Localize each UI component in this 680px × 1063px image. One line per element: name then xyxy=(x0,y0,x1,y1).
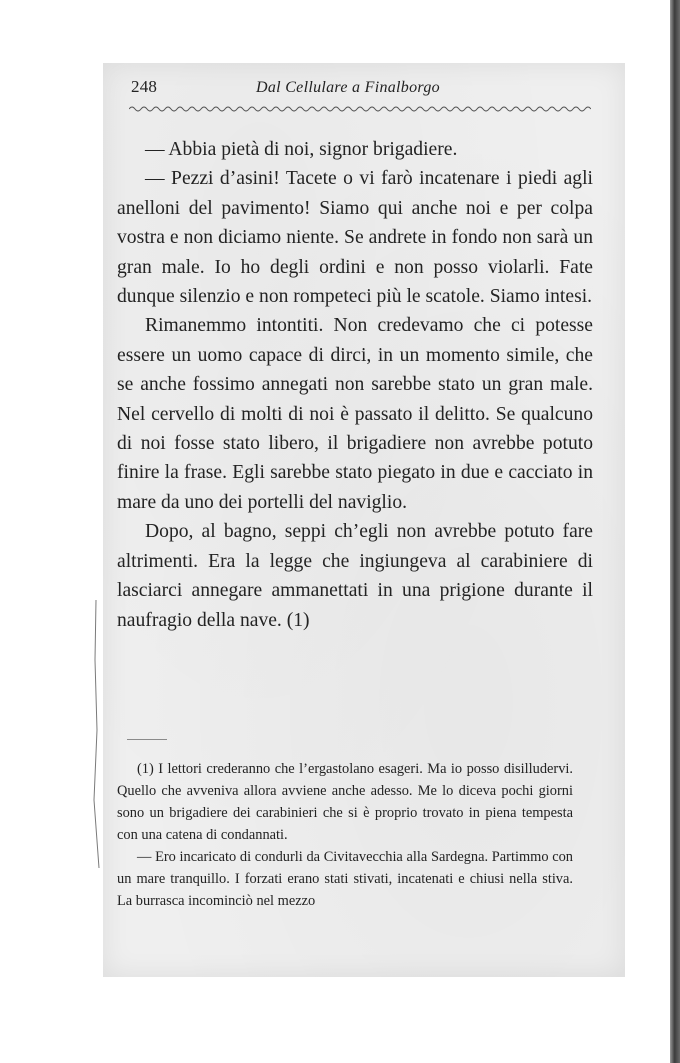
footnote-paragraph-2: — Ero incaricato di condurli da Civitavecchia alla Sardegna. Partimmo con un mare tranquillo. I forzati erano stati stivati, incatenati e chiusi nella stiva. La burrasca incominciò nel mezzo xyxy=(117,849,573,909)
decorative-wavy-rule xyxy=(129,105,591,113)
paragraph-law: Dopo, al bagno, seppi ch’egli non avrebbe potuto fare altrimenti. Era la legge che ingiungeva al carabiniere di lasciarci annegare ammanettati in una prigione durante il naufragio della nave. (1) xyxy=(117,521,593,631)
footnote xyxy=(117,758,573,912)
book-page xyxy=(103,63,625,977)
page-header xyxy=(131,77,601,101)
footnote-divider xyxy=(127,739,167,740)
main-text xyxy=(117,135,593,635)
running-title: Dal Cellulare a Finalborgo xyxy=(256,79,440,96)
margin-pencil-mark xyxy=(90,600,102,870)
page-number: 248 xyxy=(131,77,158,96)
scan-edge xyxy=(670,0,680,1063)
paragraph-plea: — Abbia pietà di noi, signor brigadiere. xyxy=(145,139,458,160)
paragraph-stunned: Rimanemmo intontiti. Non credevamo che ci potesse essere un uomo capace di dirci, in un momento simile, che se anche fossimo annegati non sarebbe stato un gran male. Nel cervello di molti di noi è passato il delitto. Se qualcuno di noi fosse stato libero, il brigadiere non avrebbe potuto finire la frase. Egli sarebbe stato piegato in due e cacciato in mare da uno dei portelli del naviglio. xyxy=(117,315,593,513)
paragraph-brigadier-reply: — Pezzi d’asini! Tacete o vi farò incatenare i piedi agli anelloni del pavimento! Siamo qui anche noi e per colpa vostra e non diciamo niente. Se andrete in fondo non sarà un gran male. Io ho degli ordini e non posso violarli. Fate dunque silenzio e non rompeteci più le scatole. Siamo intesi. xyxy=(117,168,593,308)
footnote-paragraph-1: (1) I lettori crederanno che l’ergastolano esageri. Ma io posso disilludervi. Quello che avveniva allora avviene anche adesso. Me lo diceva pochi giorni sono un brigadiere dei carabinieri che si è proprio trovato in piena tempesta con una catena di condannati. xyxy=(117,761,573,843)
